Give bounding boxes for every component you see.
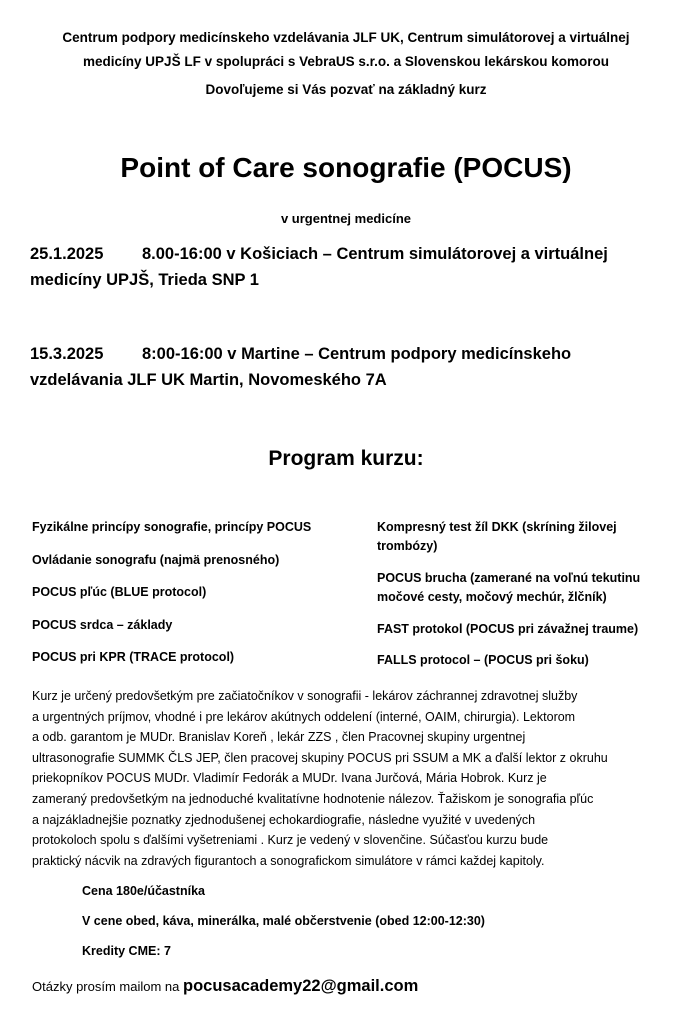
cme-credits: Kredity CME: 7: [82, 944, 171, 958]
course-title: Point of Care sonografie (POCUS): [120, 152, 572, 183]
description-line: a najzákladnejšie poznatky zjednodušenej echokardiografie, následne využité v uvedených: [32, 812, 536, 827]
organizers-line-2: medicíny UPJŠ LF v spolupráci s VebraUS s.r.o. a Slovenskou lekárskou komorou: [83, 54, 609, 69]
description-line: ultrasonografie SUMMK ČLS JEP, člen pracovej skupiny POCUS pri SSUM a MK a ďalší lektor z okruhu: [32, 750, 608, 765]
program-item: POCUS srdca – základy: [32, 617, 173, 632]
contact-label: Otázky prosím mailom na: [32, 979, 183, 994]
description-line: priekopníkov POCUS MUDr. Vladimír Fedorák a MUDr. Ivana Jurčová, Mária Hobrok. Kurz je: [32, 771, 547, 786]
program-item: [377, 518, 667, 569]
event-martin: [30, 341, 650, 393]
program-list-right: [377, 518, 667, 682]
program-item-line: Kompresný test žíl DKK (skríning žilovej: [377, 520, 617, 534]
program-item-line: POCUS brucha (zamerané na voľnú tekutinu: [377, 571, 641, 585]
program-item: POCUS pri KPR (TRACE protocol): [32, 650, 235, 664]
description-line: zameraný predovšetkým na jednoduché kvalitatívne hodnotenie nálezov. Ťažiskom je sonografia pľúc: [32, 791, 594, 806]
event-time-location: 8:00-16:00 v Martine – Centrum podpory medicínskeho: [142, 345, 572, 363]
event-time-location: 8.00-16:00 v Košiciach – Centrum simulátorovej a virtuálnej: [142, 245, 608, 263]
contact-email[interactable]: pocusacademy22@gmail.com: [183, 977, 419, 995]
program-item-line: FAST protokol (POCUS pri závažnej traume): [377, 622, 639, 636]
description-line: protokoloch spolu s ďalšími vyšetreniami . Kurz je vedený v slovenčine. Súčasťou kurzu bude: [32, 833, 549, 848]
contact-line: [32, 977, 418, 996]
invitation-text: Dovoľujeme si Vás pozvať na základný kurz: [205, 82, 487, 97]
program-item: [377, 620, 667, 651]
event-date: 15.3.2025: [30, 345, 104, 363]
organizers-header: [20, 26, 672, 74]
program-item: Fyzikálne princípy sonografie, princípy POCUS: [32, 520, 312, 534]
program-item-line: močové cesty, močový mechúr, žlčník): [377, 590, 607, 604]
event-address: medicíny UPJŠ, Trieda SNP 1: [30, 271, 259, 289]
description-line: a odb. garantom je MUDr. Branislav Koreň , lekár ZZS , člen Pracovnej skupiny urgentnej: [32, 730, 526, 745]
event-address: vzdelávania JLF UK Martin, Novomeského 7A: [30, 371, 387, 389]
program-item-line: trombózy): [377, 539, 438, 553]
program-item: Ovládanie sonografu (najmä prenosného): [32, 552, 280, 567]
price-info: Cena 180e/účastníka: [82, 884, 205, 898]
program-title: Program kurzu:: [268, 447, 424, 470]
program-item: [377, 569, 667, 620]
program-item: POCUS pľúc (BLUE protocol): [32, 585, 207, 599]
program-item: [377, 651, 667, 682]
program-list-left: [32, 518, 362, 681]
event-kosice: [30, 241, 650, 293]
program-item-line: FALLS protocol – (POCUS pri šoku): [377, 653, 589, 667]
course-subtitle: v urgentnej medicíne: [280, 211, 412, 226]
event-date: 25.1.2025: [30, 245, 104, 263]
included-info: V cene obed, káva, minerálka, malé občerstvenie (obed 12:00-12:30): [82, 914, 485, 928]
description-line: Kurz je určený predovšetkým pre začiatočníkov v sonografii - lekárov záchrannej zdravotnej služby: [32, 689, 578, 703]
description-line: praktický nácvik na zdravých figurantoch a sonografickom simulátore v rámci každej kapitoly.: [32, 853, 545, 868]
description-line: a urgentných príjmov, vhodné i pre lekárov akútnych oddelení (interné, OAIM, chirurgia). Lektorom: [32, 709, 576, 724]
course-description: [32, 686, 668, 871]
organizers-line-1: Centrum podpory medicínskeho vzdelávania JLF UK, Centrum simulátorovej a virtuálnej: [62, 30, 630, 45]
